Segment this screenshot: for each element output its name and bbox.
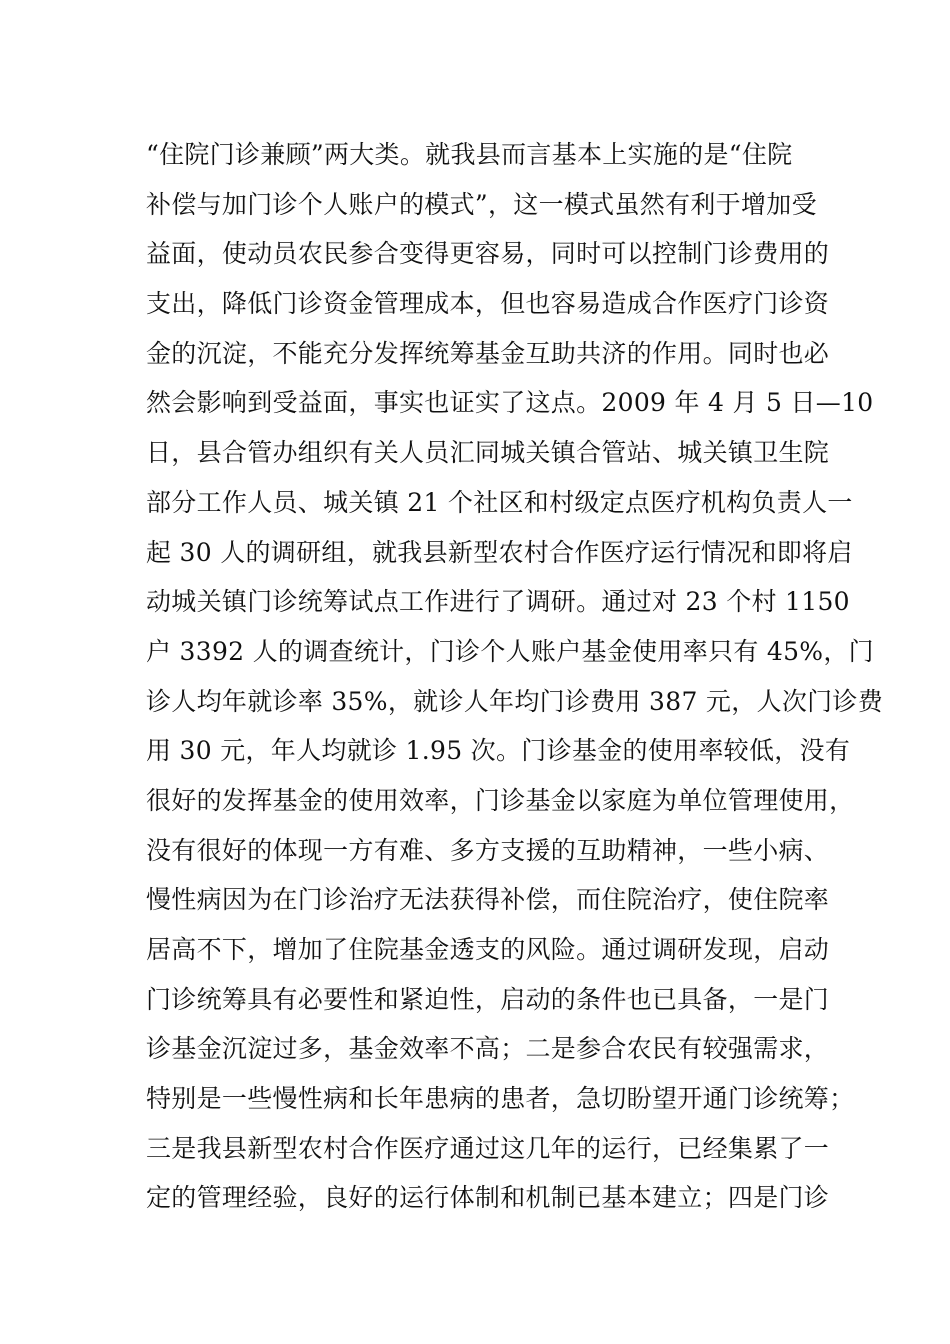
text-line: 日，县合管办组织有关人员汇同城关镇合管站、城关镇卫生院 xyxy=(146,438,830,468)
text-line: 然会影响到受益面，事实也证实了这点。2009 年 4 月 5 日—10 xyxy=(146,388,874,418)
text-line: 动城关镇门诊统筹试点工作进行了调研。通过对 23 个村 1150 xyxy=(146,587,850,617)
text-line: 支出，降低门诊资金管理成本，但也容易造成合作医疗门诊资 xyxy=(146,289,830,319)
text-line: 用 30 元，年人均就诊 1.95 次。门诊基金的使用率较低，没有 xyxy=(146,736,851,766)
text-line: 诊人均年就诊率 35%，就诊人年均门诊费用 387 元，人次门诊费 xyxy=(146,686,884,716)
body-text xyxy=(146,130,884,1223)
text-line: 起 30 人的调研组，就我县新型农村合作医疗运行情况和即将启 xyxy=(146,537,853,567)
text-line: 补偿与加门诊个人账户的模式”，这一模式虽然有利于增加受 xyxy=(146,189,817,219)
text-line: 益面，使动员农民参合变得更容易，同时可以控制门诊费用的 xyxy=(146,239,830,269)
text-line: “住院门诊兼顾”两大类。就我县而言基本上实施的是“住院 xyxy=(146,140,793,169)
text-line: 户 3392 人的调查统计，门诊个人账户基金使用率只有 45%，门 xyxy=(146,636,874,666)
text-line: 金的沉淀，不能充分发挥统筹基金互助共济的作用。同时也必 xyxy=(146,338,830,368)
text-line: 诊基金沉淀过多，基金效率不高；二是参合农民有较强需求， xyxy=(146,1034,830,1064)
text-line: 定的管理经验，良好的运行体制和机制已基本建立；四是门诊 xyxy=(146,1183,830,1213)
text-line: 三是我县新型农村合作医疗通过这几年的运行，已经集累了一 xyxy=(146,1133,830,1163)
text-line: 很好的发挥基金的使用效率，门诊基金以家庭为单位管理使用， xyxy=(146,785,855,815)
text-line: 门诊统筹具有必要性和紧迫性，启动的条件也已具备，一是门 xyxy=(146,984,830,1014)
text-line: 居高不下，增加了住院基金透支的风险。通过调研发现，启动 xyxy=(146,935,830,964)
text-line: 特别是一些慢性病和长年患病的患者，急切盼望开通门诊统筹； xyxy=(146,1084,855,1114)
text-line: 没有很好的体现一方有难、多方支援的互助精神，一些小病、 xyxy=(146,835,830,865)
text-line: 慢性病因为在门诊治疗无法获得补偿，而住院治疗，使住院率 xyxy=(146,885,830,915)
text-line: 部分工作人员、城关镇 21 个社区和村级定点医疗机构负责人一 xyxy=(146,487,853,517)
